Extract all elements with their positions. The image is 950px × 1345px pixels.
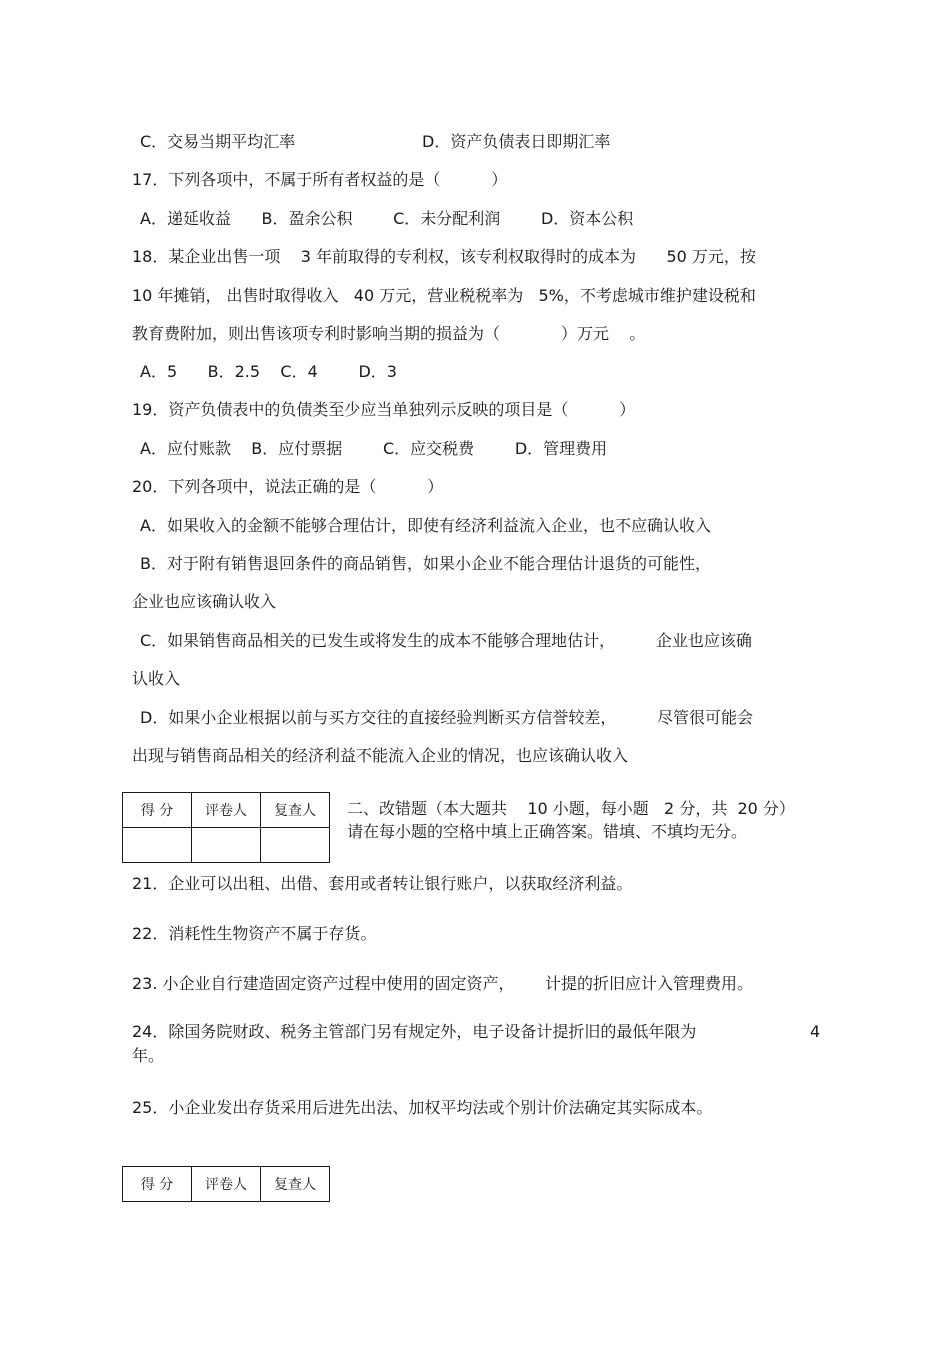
score-header: 得 分	[123, 793, 192, 828]
grader-cell[interactable]	[192, 828, 261, 863]
text-line: B．对于附有销售退回条件的商品销售，如果小企业不能合理估计退货的可能性，	[140, 554, 711, 573]
text-line: A．应付账款 B．应付票据 C．应交税费 D．管理费用	[140, 439, 608, 458]
text-line: 18．某企业出售一项 3 年前取得的专利权，该专利权取得时的成本为 50 万元，按	[132, 247, 756, 266]
score-table-1	[122, 792, 330, 863]
text-line: C．交易当期平均汇率	[140, 132, 296, 151]
grader-header: 评卷人	[192, 1167, 261, 1202]
score-table-2	[122, 1166, 330, 1202]
reviewer-header: 复查人	[261, 1167, 330, 1202]
text-line: 21．企业可以出租、出借、套用或者转让银行账户，以获取经济利益。	[132, 874, 633, 893]
text-line: 4	[810, 1022, 821, 1041]
score-cell[interactable]	[123, 828, 192, 863]
section-title: 二、改错题（本大题共 10 小题，每小题 2 分，共 20 分）	[347, 799, 795, 818]
text-line: 22．消耗性生物资产不属于存货。	[132, 924, 377, 943]
text-line: 19．资产负债表中的负债类至少应当单独列示反映的项目是（ ）	[132, 400, 636, 419]
text-line: D．资产负债表日即期汇率	[422, 132, 611, 151]
text-line: 企业也应该确认收入	[132, 592, 277, 611]
text-line: 教育费附加，则出售该项专利时影响当期的损益为（ ）万元 。	[132, 324, 646, 343]
text-line: 25．小企业发出存货采用后进先出法、加权平均法或个别计价法确定其实际成本。	[132, 1098, 713, 1117]
text-line: 17．下列各项中，不属于所有者权益的是（ ）	[132, 170, 508, 189]
text-line: 认收入	[132, 669, 181, 688]
text-line: A．如果收入的金额不能够合理估计，即使有经济利益流入企业，也不应确认收入	[140, 516, 711, 535]
score-header: 得 分	[123, 1167, 192, 1202]
reviewer-cell[interactable]	[261, 828, 330, 863]
reviewer-header: 复查人	[261, 793, 330, 828]
text-line: 20．下列各项中，说法正确的是（ ）	[132, 477, 444, 496]
text-line: C．如果销售商品相关的已发生或将发生的成本不能够合理地估计， 企业也应该确	[140, 631, 752, 650]
text-line: 年。	[132, 1046, 165, 1065]
text-line: D．如果小企业根据以前与买方交往的直接经验判断买方信誉较差， 尽管很可能会	[140, 708, 754, 727]
grader-header: 评卷人	[192, 793, 261, 828]
text-line: A．递延收益 B．盈余公积 C．未分配利润 D．资本公积	[140, 209, 634, 228]
text-line: 10 年摊销， 出售时取得收入 40 万元，营业税税率为 5%，不考虑城市维护建设税和	[132, 286, 756, 305]
text-line: 23. 小企业自行建造固定资产过程中使用的固定资产， 计提的折旧应计入管理费用。	[132, 974, 754, 993]
text-line: 出现与销售商品相关的经济利益不能流入企业的情况，也应该确认收入	[132, 746, 629, 765]
text-line: 24．除国务院财政、税务主管部门另有规定外，电子设备计提折旧的最低年限为	[132, 1022, 697, 1041]
text-line: A．5 B．2.5 C．4 D．3	[140, 362, 397, 381]
section-instruction: 请在每小题的空格中填上正确答案。错填、不填均无分。	[347, 822, 748, 841]
